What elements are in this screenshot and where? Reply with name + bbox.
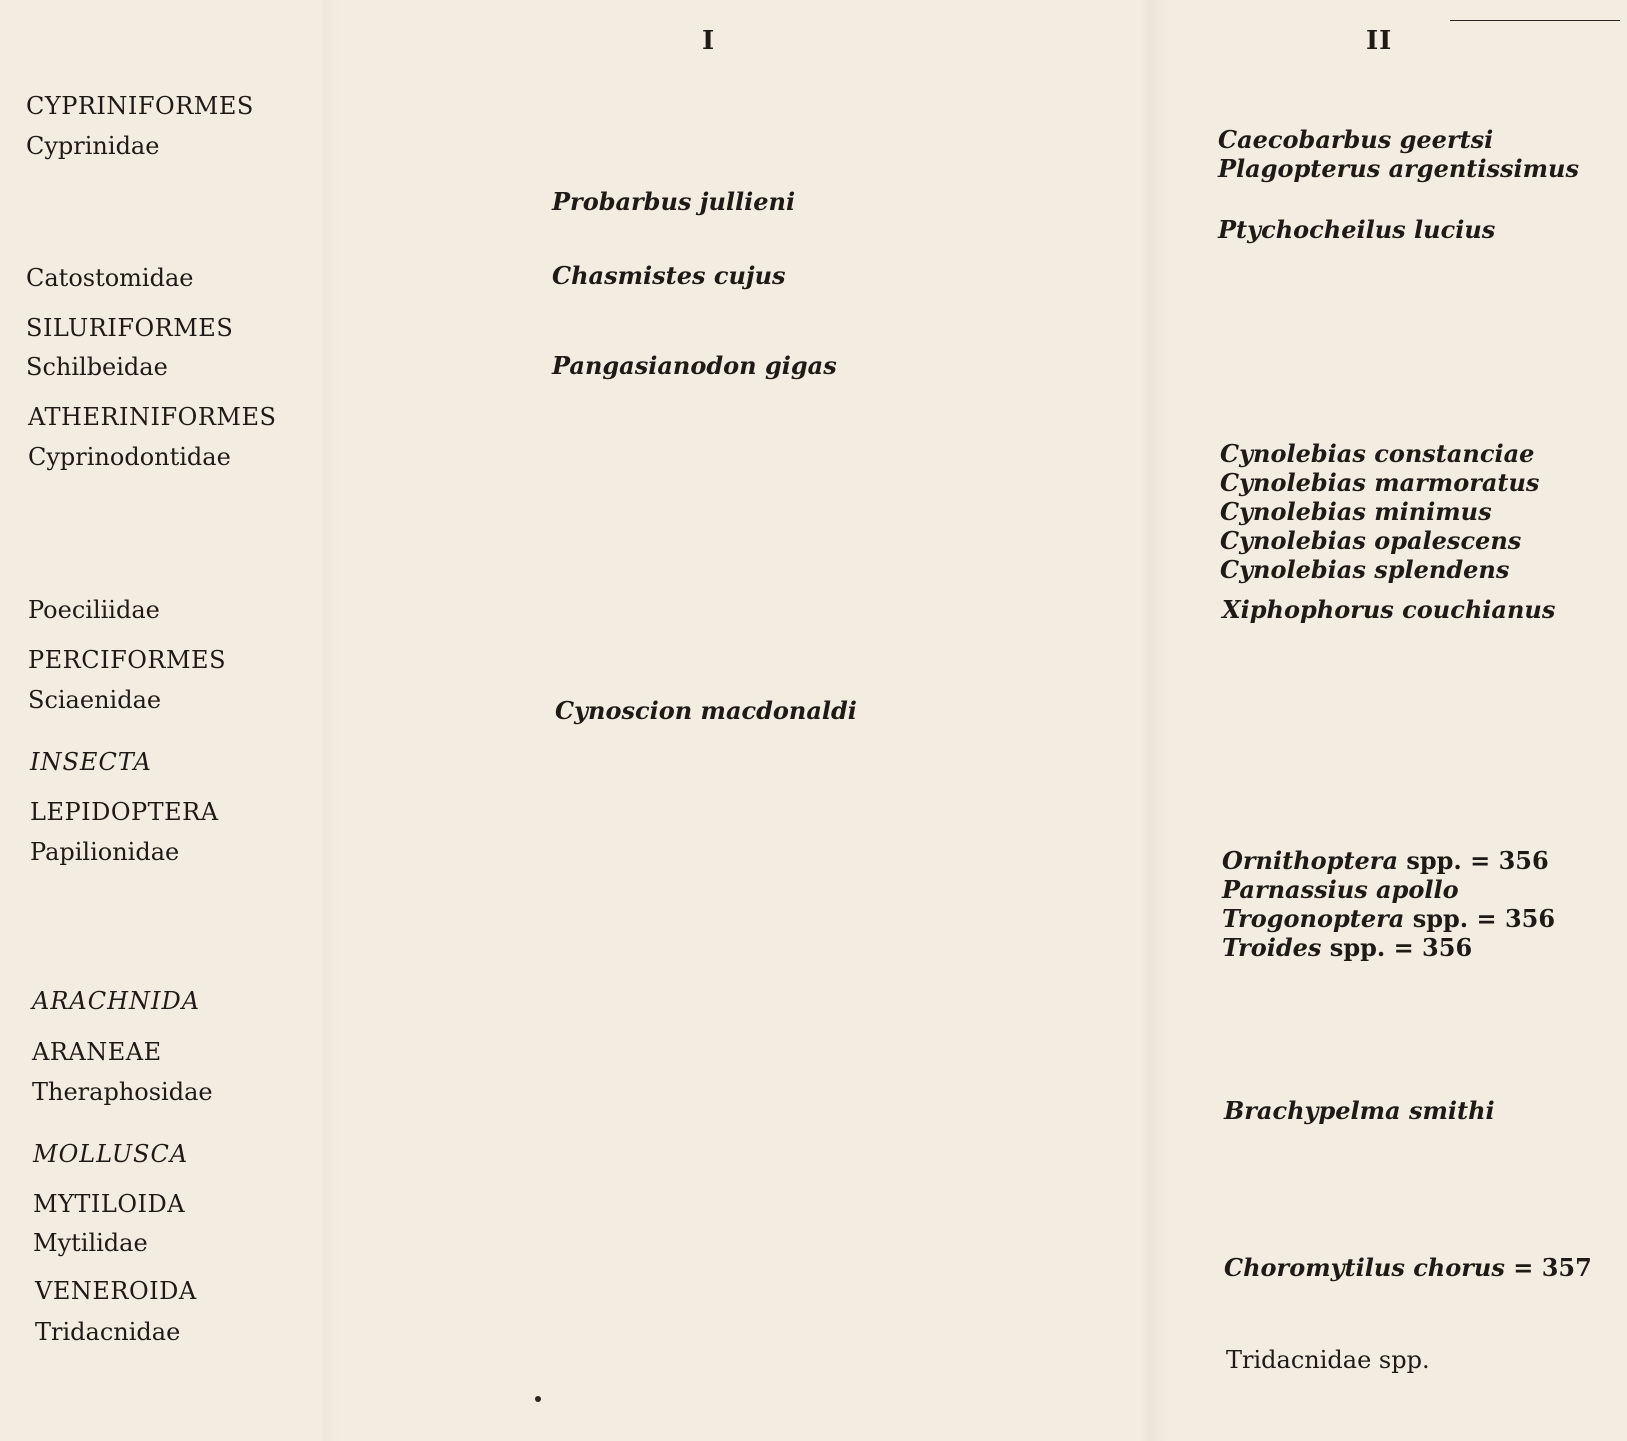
species-cynolebias-splendens: Cynolebias splendens	[1220, 555, 1510, 584]
species-trogonoptera-name: Trogonoptera	[1222, 904, 1405, 933]
order-perciformes: PERCIFORMES	[28, 646, 227, 674]
family-catostomidae: Catostomidae	[26, 264, 194, 292]
species-brachypelma-smithi: Brachypelma smithi	[1224, 1096, 1495, 1125]
class-arachnida: ARACHNIDA	[32, 987, 201, 1015]
species-ornithoptera-reference: spp. = 356	[1398, 846, 1549, 875]
species-choromytilus-name: Choromytilus chorus	[1224, 1253, 1505, 1282]
class-mollusca: MOLLUSCA	[33, 1140, 189, 1168]
species-ornithoptera-spp	[1222, 847, 1549, 875]
order-lepidoptera: LEPIDOPTERA	[30, 798, 219, 826]
species-pangasianodon-gigas: Pangasianodon gigas	[552, 351, 837, 380]
family-papilionidae: Papilionidae	[30, 838, 180, 866]
species-troides-reference: spp. = 356	[1321, 933, 1473, 962]
species-probarbus-jullieni: Probarbus jullieni	[552, 187, 796, 216]
order-veneroida: VENEROIDA	[35, 1277, 197, 1305]
family-tridacnidae: Tridacnidae	[35, 1318, 181, 1346]
species-xiphophorus-couchianus: Xiphophorus couchianus	[1222, 595, 1556, 624]
order-siluriformes: SILURIFORMES	[26, 314, 234, 342]
species-choromytilus-reference: = 357	[1504, 1253, 1592, 1282]
species-cynolebias-marmoratus: Cynolebias marmoratus	[1220, 468, 1540, 497]
family-mytilidae: Mytilidae	[33, 1229, 148, 1257]
species-troides-spp	[1222, 934, 1472, 962]
family-cyprinodontidae: Cyprinodontidae	[28, 443, 231, 471]
species-tridacnidae-spp: Tridacnidae spp.	[1226, 1346, 1430, 1374]
order-mytiloida: MYTILOIDA	[33, 1190, 186, 1218]
species-ornithoptera-name: Ornithoptera	[1222, 846, 1398, 875]
species-cynolebias-opalescens: Cynolebias opalescens	[1220, 526, 1522, 555]
species-caecobarbus-geertsi: Caecobarbus geertsi	[1218, 125, 1494, 154]
ink-speck	[535, 1396, 541, 1402]
species-cynolebias-constanciae: Cynolebias constanciae	[1220, 439, 1535, 468]
species-parnassius-apollo: Parnassius apollo	[1222, 875, 1459, 904]
family-schilbeidae: Schilbeidae	[26, 353, 168, 381]
species-plagopterus-argentissimus: Plagopterus argentissimus	[1218, 154, 1579, 183]
species-cynoscion-macdonaldi: Cynoscion macdonaldi	[555, 696, 857, 725]
species-chasmistes-cujus: Chasmistes cujus	[552, 261, 786, 290]
family-sciaenidae: Sciaenidae	[28, 686, 162, 714]
order-atheriniformes: ATHERINIFORMES	[28, 403, 277, 431]
species-trogonoptera-spp	[1222, 905, 1555, 933]
top-rule	[1450, 20, 1620, 21]
family-theraphosidae: Theraphosidae	[32, 1078, 213, 1106]
species-troides-name: Troides	[1222, 933, 1322, 962]
order-cypriniformes: CYPRINIFORMES	[26, 92, 254, 120]
order-araneae: ARANEAE	[32, 1038, 162, 1066]
species-choromytilus-chorus	[1224, 1254, 1592, 1282]
column-header-appendix-2: II	[1366, 26, 1393, 56]
family-cyprinidae: Cyprinidae	[26, 132, 160, 160]
species-ptychocheilus-lucius: Ptychocheilus lucius	[1218, 215, 1496, 244]
species-cynolebias-minimus: Cynolebias minimus	[1220, 497, 1492, 526]
column-header-appendix-1: I	[702, 26, 716, 56]
family-poeciliidae: Poeciliidae	[28, 596, 160, 624]
species-trogonoptera-reference: spp. = 356	[1404, 904, 1556, 933]
class-insecta: INSECTA	[30, 748, 152, 776]
